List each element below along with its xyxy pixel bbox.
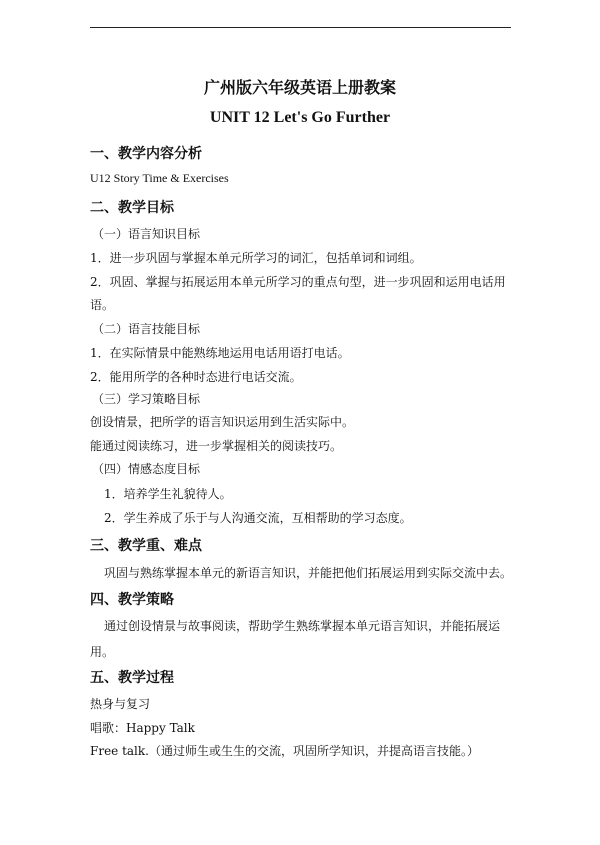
section-heading-process: 五、教学过程 (90, 670, 174, 686)
subheading-knowledge: （一）语言知识目标 (92, 227, 201, 241)
content-analysis-text: U12 Story Time & Exercises (90, 171, 229, 185)
subheading-strategy: （三）学习策略目标 (92, 392, 201, 406)
objective-line: 1．培养学生礼貌待人。 (104, 487, 232, 501)
section-heading-key-points: 三、教学重、难点 (90, 538, 202, 554)
subheading-skills: （二）语言技能目标 (92, 322, 201, 336)
header-rule (90, 27, 511, 28)
objective-line: 1．在实际情景中能熟练地运用电话用语打电话。 (90, 346, 350, 360)
objective-line: 2．巩固、掌握与拓展运用本单元所学习的重点句型，进一步巩固和运用电话用 (90, 275, 506, 289)
key-points-text: 巩固与熟练掌握本单元的新语言知识，并能把他们拓展运用到实际交流中去。 (104, 566, 513, 580)
objective-line: 1．进一步巩固与掌握本单元所学习的词汇，包括单词和词组。 (90, 251, 422, 265)
unit-title: UNIT 12 Let's Go Further (209, 109, 391, 126)
objective-line: 能通过阅读练习，进一步掌握相关的阅读技巧。 (90, 439, 343, 453)
objective-line-continued: 语。 (90, 298, 115, 312)
process-step: 热身与复习 (90, 697, 151, 711)
section-heading-content-analysis: 一、教学内容分析 (90, 146, 202, 162)
process-step: Free talk.（通过师生或生生的交流，巩固所学知识，并提高语言技能。） (90, 744, 479, 758)
objective-line: 2．学生养成了乐于与人沟通交流，互相帮助的学习态度。 (104, 511, 412, 525)
strategy-text: 通过创设情景与故事阅读，帮助学生熟练掌握本单元语言知识，并能拓展运 (104, 619, 501, 633)
section-heading-objectives: 二、教学目标 (90, 200, 174, 216)
section-heading-strategy: 四、教学策略 (90, 592, 174, 608)
objective-line: 2．能用所学的各种时态进行电话交流。 (90, 370, 302, 384)
subheading-attitude: （四）情感态度目标 (92, 462, 201, 476)
process-step: 唱歌：Happy Talk (90, 721, 195, 735)
strategy-text-continued: 用。 (90, 645, 115, 659)
objective-line: 创设情景，把所学的语言知识运用到生活实际中。 (90, 415, 355, 429)
document-title: 广州版六年级英语上册教案 (203, 78, 396, 97)
